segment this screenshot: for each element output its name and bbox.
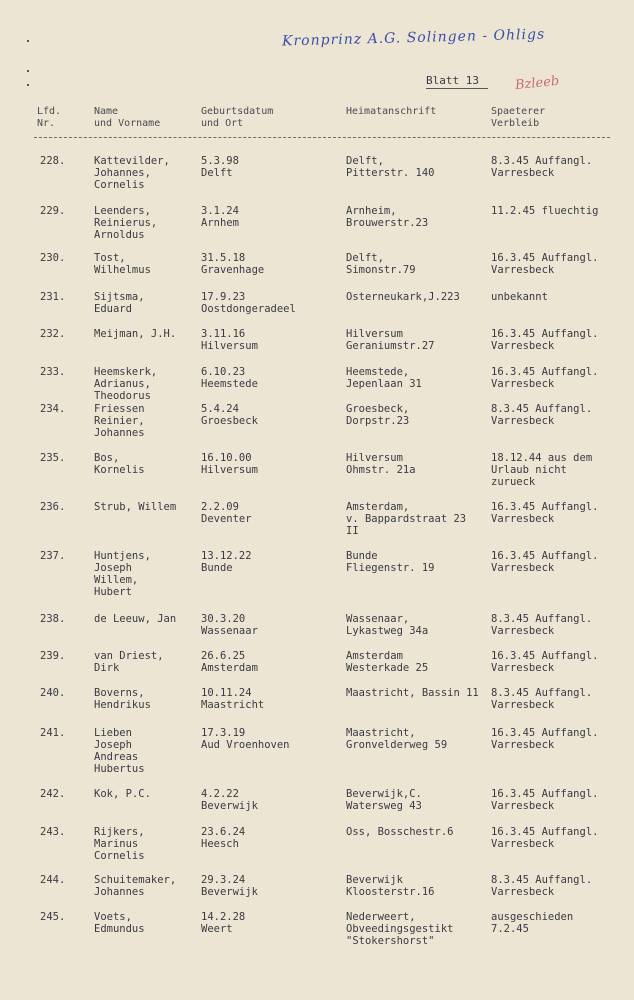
row-fate: 8.3.45 Auffangl. Varresbeck xyxy=(491,687,593,711)
row-number: 235. xyxy=(40,452,66,464)
row-birth: 5.4.24 Groesbeck xyxy=(201,403,258,427)
row-address: Bunde Fliegenstr. 19 xyxy=(346,550,435,574)
column-header-nr: Lfd. Nr. xyxy=(37,106,62,129)
row-name: de Leeuw, Jan xyxy=(94,613,177,625)
row-birth: 3.11.16 Hilversum xyxy=(201,328,258,352)
row-address: Delft, Pitterstr. 140 xyxy=(346,155,435,179)
row-birth: 30.3.20 Wassenaar xyxy=(201,613,258,637)
row-name: Sijtsma, Eduard xyxy=(94,291,145,315)
row-name: Rijkers, Marinus Cornelis xyxy=(94,826,145,862)
row-name: Bos, Kornelis xyxy=(94,452,145,476)
row-number: 233. xyxy=(40,366,66,378)
row-number: 243. xyxy=(40,826,66,838)
row-address: Delft, Simonstr.79 xyxy=(346,252,416,276)
row-fate: 16.3.45 Auffangl. Varresbeck xyxy=(491,550,599,574)
row-number: 244. xyxy=(40,874,66,886)
row-fate: 8.3.45 Auffangl. Varresbeck xyxy=(491,874,593,898)
row-address: Amsterdam Westerkade 25 xyxy=(346,650,429,674)
row-number: 239. xyxy=(40,650,66,662)
row-number: 230. xyxy=(40,252,66,264)
row-name: Tost, Wilhelmus xyxy=(94,252,151,276)
row-number: 237. xyxy=(40,550,66,562)
header-divider xyxy=(34,137,610,138)
row-number: 240. xyxy=(40,687,66,699)
row-birth: 10.11.24 Maastricht xyxy=(201,687,265,711)
row-address: Amsterdam, v. Bappardstraat 23 II xyxy=(346,501,467,537)
row-fate: 16.3.45 Auffangl. Varresbeck xyxy=(491,252,599,276)
row-number: 245. xyxy=(40,911,66,923)
row-number: 228. xyxy=(40,155,66,167)
row-name: Schuitemaker, Johannes xyxy=(94,874,177,898)
row-name: Leenders, Reinierus, Arnoldus xyxy=(94,205,158,241)
row-name: Huntjens, Joseph Willem, Hubert xyxy=(94,550,151,598)
row-address: Beverwijk,C. Watersweg 43 xyxy=(346,788,422,812)
row-fate: 16.3.45 Auffangl. Varresbeck xyxy=(491,366,599,390)
row-number: 232. xyxy=(40,328,66,340)
row-fate: 11.2.45 fluechtig xyxy=(491,205,599,217)
row-number: 241. xyxy=(40,727,66,739)
row-birth: 23.6.24 Heesch xyxy=(201,826,246,850)
row-number: 238. xyxy=(40,613,66,625)
row-address: Maastricht, Bassin 11 xyxy=(346,687,479,699)
row-birth: 6.10.23 Heemstede xyxy=(201,366,258,390)
margin-mark xyxy=(27,70,29,72)
row-number: 236. xyxy=(40,501,66,513)
row-number: 234. xyxy=(40,403,66,415)
row-fate: 8.3.45 Auffangl. Varresbeck xyxy=(491,613,593,637)
handwritten-header: Kronprinz A.G. Solingen - Ohligs xyxy=(281,26,546,50)
row-fate: unbekannt xyxy=(491,291,548,303)
margin-mark xyxy=(27,40,29,42)
column-header-birth: Geburtsdatum und Ort xyxy=(201,106,274,129)
row-number: 231. xyxy=(40,291,66,303)
row-birth: 3.1.24 Arnhem xyxy=(201,205,239,229)
row-name: Friessen Reinier, Johannes xyxy=(94,403,145,439)
row-fate: 16.3.45 Auffangl. Varresbeck xyxy=(491,826,599,850)
row-fate: 16.3.45 Auffangl. Varresbeck xyxy=(491,650,599,674)
row-birth: 16.10.00 Hilversum xyxy=(201,452,258,476)
row-birth: 31.5.18 Gravenhage xyxy=(201,252,265,276)
row-name: Meijman, J.H. xyxy=(94,328,177,340)
handwritten-stamp: Bzleeb xyxy=(514,73,560,94)
row-address: Oss, Bosschestr.6 xyxy=(346,826,454,838)
row-birth: 5.3.98 Delft xyxy=(201,155,239,179)
row-fate: 18.12.44 aus dem Urlaub nicht zurueck xyxy=(491,452,593,488)
row-name: Heemskerk, Adrianus, Theodorus xyxy=(94,366,158,402)
row-address: Arnheim, Brouwerstr.23 xyxy=(346,205,429,229)
column-header-name: Name und Vorname xyxy=(94,106,161,129)
row-name: Kok, P.C. xyxy=(94,788,151,800)
row-address: Nederweert, Obveedingsgestikt "Stokershorst" xyxy=(346,911,454,947)
row-birth: 13.12.22 Bunde xyxy=(201,550,252,574)
column-header-fate: Spaeterer Verbleib xyxy=(491,106,546,129)
row-name: Boverns, Hendrikus xyxy=(94,687,151,711)
margin-mark xyxy=(27,84,29,86)
row-birth: 17.3.19 Aud Vroenhoven xyxy=(201,727,290,751)
row-name: Voets, Edmundus xyxy=(94,911,145,935)
row-fate: 16.3.45 Auffangl. Varresbeck xyxy=(491,501,599,525)
row-fate: 16.3.45 Auffangl. Varresbeck xyxy=(491,727,599,751)
row-address: Hilversum Geraniumstr.27 xyxy=(346,328,435,352)
sheet-number: Blatt 13 xyxy=(426,74,479,87)
row-name: Strub, Willem xyxy=(94,501,177,513)
row-name: Kattevilder, Johannes, Cornelis xyxy=(94,155,170,191)
row-address: Wassenaar, Lykastweg 34a xyxy=(346,613,429,637)
row-fate: 16.3.45 Auffangl. Varresbeck xyxy=(491,788,599,812)
row-address: Hilversum Ohmstr. 21a xyxy=(346,452,416,476)
row-address: Osterneukark,J.223 xyxy=(346,291,460,303)
row-fate: 16.3.45 Auffangl. Varresbeck xyxy=(491,328,599,352)
row-address: Groesbeck, Dorpstr.23 xyxy=(346,403,410,427)
row-birth: 17.9.23 Oostdongeradeel xyxy=(201,291,296,315)
row-number: 229. xyxy=(40,205,66,217)
row-fate: ausgeschieden 7.2.45 xyxy=(491,911,574,935)
sheet-underline xyxy=(426,88,488,89)
row-address: Heemstede, Jepenlaan 31 xyxy=(346,366,422,390)
row-fate: 8.3.45 Auffangl. Varresbeck xyxy=(491,155,593,179)
row-name: Lieben Joseph Andreas Hubertus xyxy=(94,727,145,775)
row-birth: 2.2.09 Deventer xyxy=(201,501,252,525)
row-birth: 26.6.25 Amsterdam xyxy=(201,650,258,674)
row-address: Maastricht, Gronvelderweg 59 xyxy=(346,727,448,751)
row-name: van Driest, Dirk xyxy=(94,650,164,674)
row-birth: 4.2.22 Beverwijk xyxy=(201,788,258,812)
row-number: 242. xyxy=(40,788,66,800)
row-birth: 14.2.28 Weert xyxy=(201,911,246,935)
column-header-address: Heimatanschrift xyxy=(346,106,437,117)
row-fate: 8.3.45 Auffangl. Varresbeck xyxy=(491,403,593,427)
row-address: Beverwijk Kloosterstr.16 xyxy=(346,874,435,898)
row-birth: 29.3.24 Beverwijk xyxy=(201,874,258,898)
